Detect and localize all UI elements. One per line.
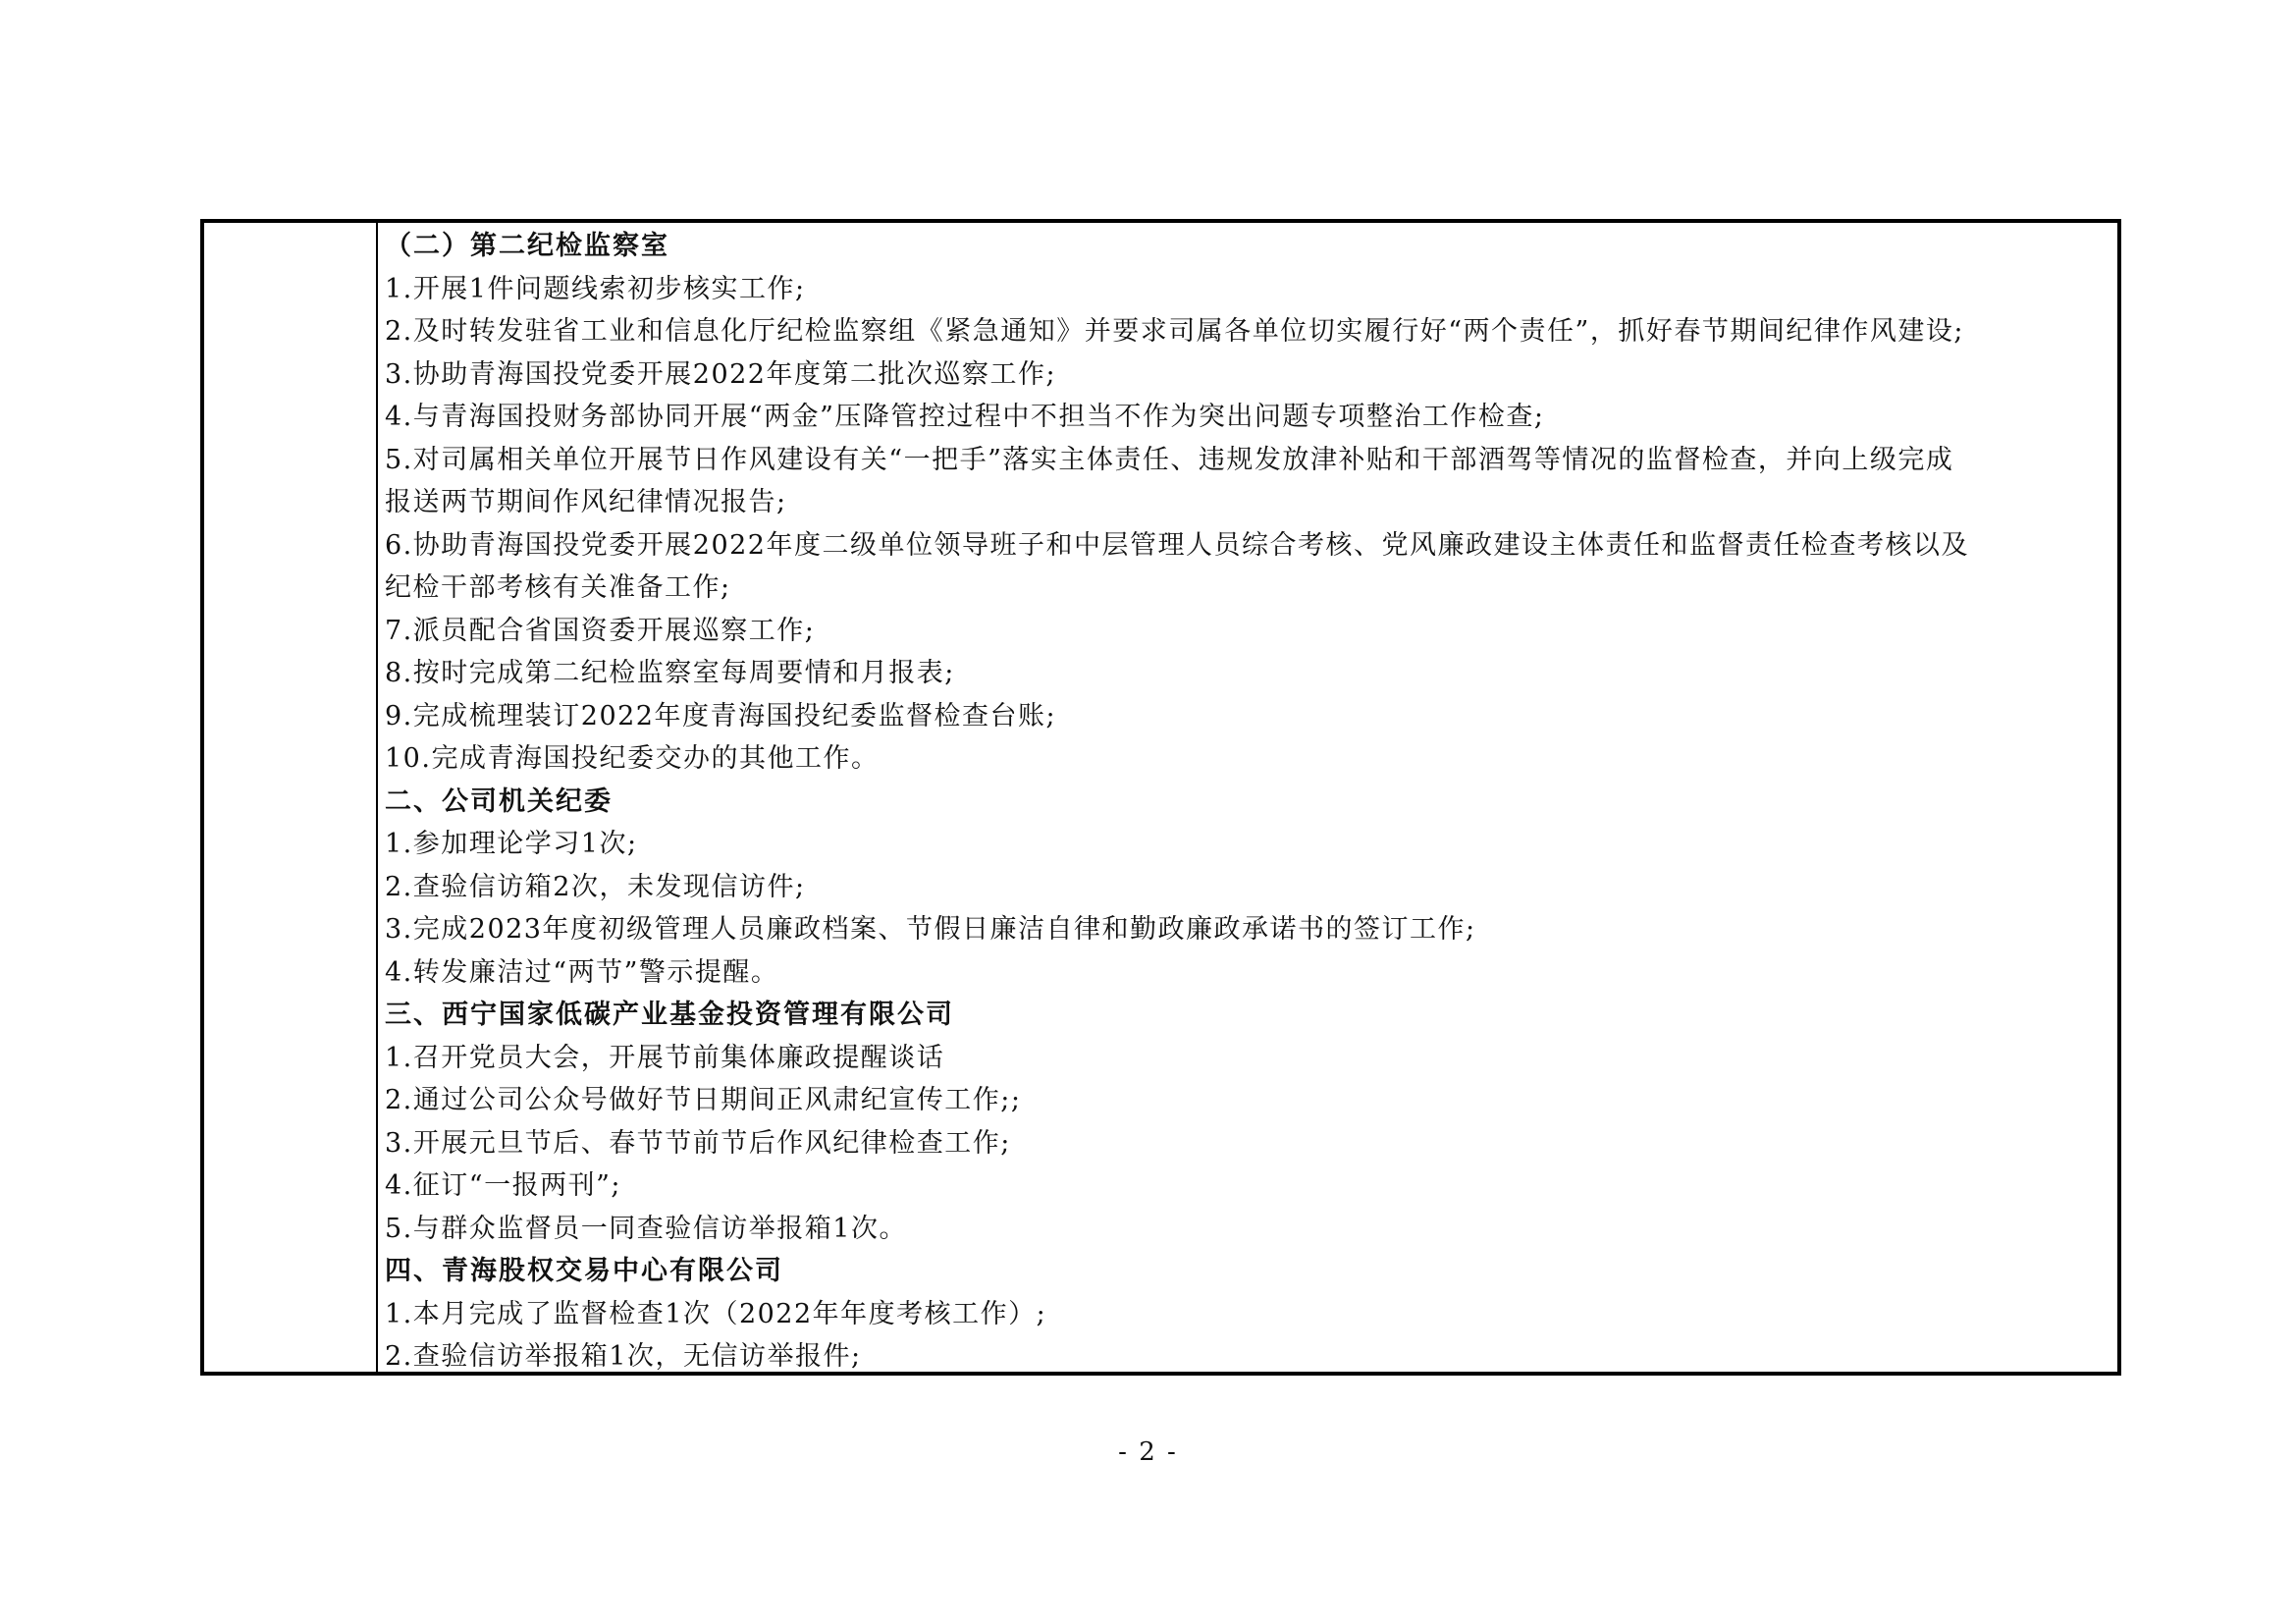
section-heading: 三、西宁国家低碳产业基金投资管理有限公司 [385,1000,954,1030]
list-item: 5.对司属相关单位开展节日作风建设有关“一把手”落实主体责任、违规发放津补贴和干部酒驾等情况的监督检查，并向上级完成 [385,444,1954,475]
list-item-continuation: 报送两节期间作风纪律情况报告; [385,487,787,517]
list-item: 4.与青海国投财务部协同开展“两金”压降管控过程中不担当不作为突出问题专项整治工作检查; [385,402,1545,432]
list-item: 5.与群众监督员一同查验信访举报箱1次。 [385,1213,907,1244]
list-item: 2.及时转发驻省工业和信息化厅纪检监察组《紧急通知》并要求司属各单位切实履行好“两个责任”，抓好春节期间纪律作风建设; [385,316,1964,347]
list-item: 3.协助青海国投党委开展2022年度第二批次巡察工作; [385,358,1057,390]
list-item: 1.本月完成了监督检查1次（2022年年度考核工作）; [385,1298,1047,1329]
list-item: 1.开展1件问题线索初步核实工作; [385,273,806,304]
list-item-continuation: 纪检干部考核有关准备工作; [385,572,731,603]
section-heading: 二、公司机关纪委 [385,785,613,817]
table-left-column [204,223,378,1372]
list-item: 1.参加理论学习1次; [385,829,638,859]
list-item: 10.完成青海国投纪委交办的其他工作。 [385,743,880,774]
section-heading: 四、青海股权交易中心有限公司 [385,1256,783,1286]
list-item: 6.协助青海国投党委开展2022年度二级单位领导班子和中层管理人员综合考核、党风廉政建设主体责任和监督责任检查考核以及 [385,529,1969,561]
list-item: 2.通过公司公众号做好节日期间正风肃纪宣传工作;; [385,1085,1022,1115]
list-item: 3.完成2023年度初级管理人员廉政档案、节假日廉洁自律和勤政廉政承诺书的签订工作; [385,914,1476,945]
report-table [200,219,2121,1376]
list-item: 3.开展元旦节后、春节节前节后作风纪律检查工作; [385,1127,1011,1159]
section-heading: （二）第二纪检监察室 [385,231,669,261]
list-item: 2.查验信访箱2次，未发现信访件; [385,871,806,902]
list-item: 2.查验信访举报箱1次，无信访举报件; [385,1341,862,1372]
page-number: - 2 - [1118,1437,1178,1467]
list-item: 1.召开党员大会，开展节前集体廉政提醒谈话 [385,1042,945,1073]
table-content-cell [385,225,2112,1379]
list-item: 7.派员配合省国资委开展巡察工作; [385,615,816,646]
list-item: 4.征订“一报两刊”; [385,1170,621,1201]
list-item: 8.按时完成第二纪检监察室每周要情和月报表; [385,658,955,688]
list-item: 9.完成梳理装订2022年度青海国投纪委监督检查台账; [385,700,1057,731]
list-item: 4.转发廉洁过“两节”警示提醒。 [385,956,779,988]
